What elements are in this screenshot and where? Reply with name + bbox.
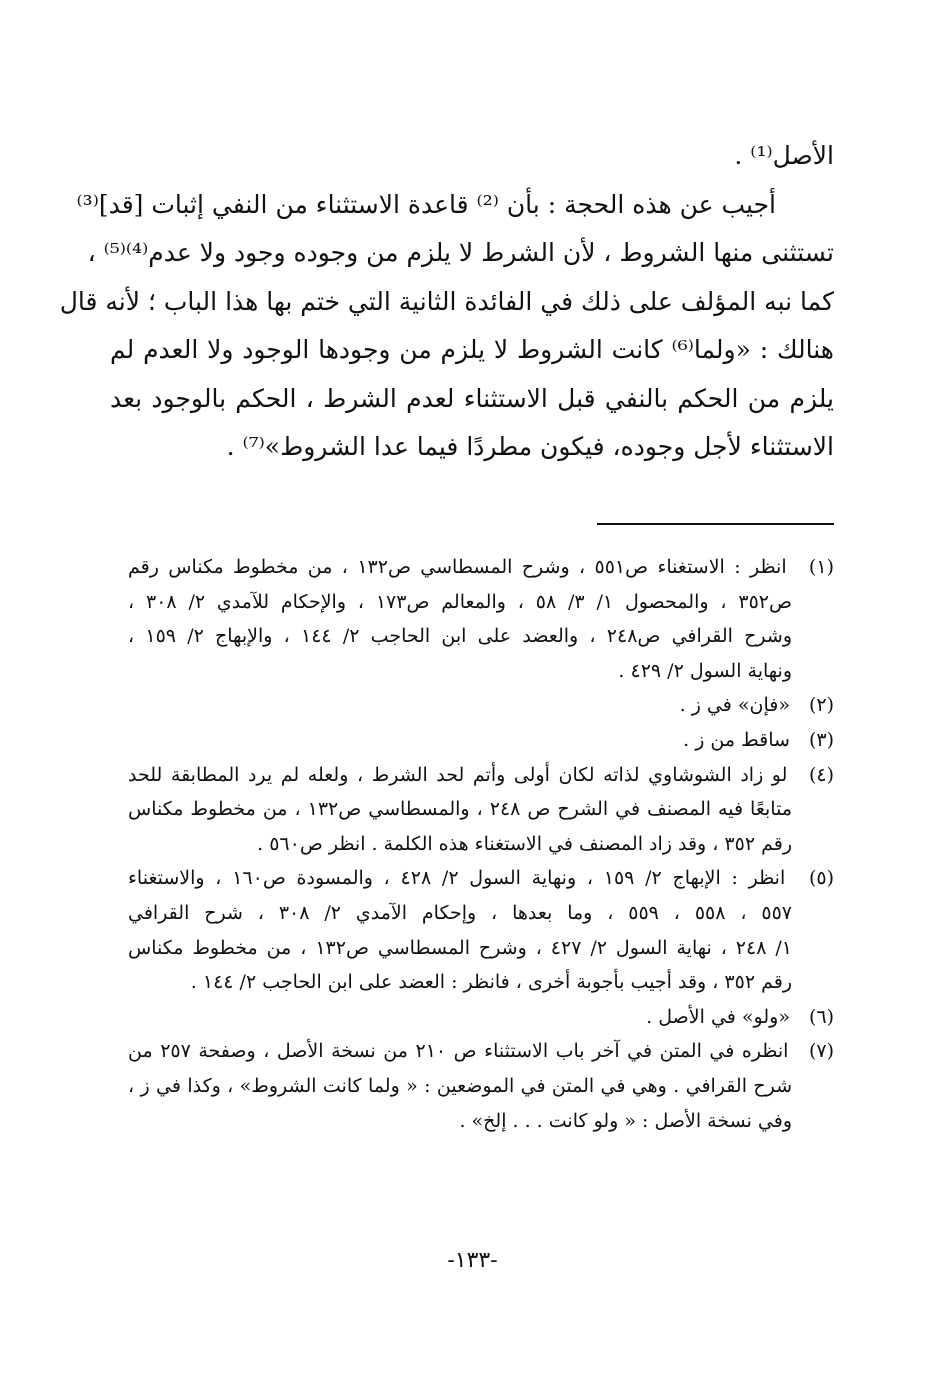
footnote-text: انظر : الاستغناء ص٥٥١ ، وشرح المسطاسي ص١٣٢ ، من مخطوط مكناس رقم	[128, 556, 787, 578]
footnote-line	[128, 1034, 834, 1069]
footnote-line: شرح القرافي . وهي في المتن في الموضعين : « ولما كانت الشروط» ، وكذا في ز ،	[128, 1074, 792, 1097]
footnote-number: (٤)	[808, 763, 834, 786]
footnote-line	[128, 723, 834, 758]
footnote-line: وفي نسخة الأصل : « ولو كانت . . . إلخ» .	[459, 1109, 792, 1132]
footnote-line: وشرح القرافي ص٢٤٨ ، والعضد على ابن الحاجب ٢/ ١٤٤ ، والإبهاج ٢/ ١٥٩ ،	[128, 625, 793, 648]
footnote-line	[128, 688, 834, 723]
footnote-line: ص٣٥٢ ، والمحصول ١/ ٣/ ٥٨ ، والمعالم ص١٧٣ ، والإحكام للآمدي ٢/ ٣٠٨ ،	[128, 590, 792, 613]
body-line: أجيب عن هذه الحجة : بأن ⁽²⁾ قاعدة الاستثناء من النفي إثبات [قد]⁽³⁾	[76, 189, 776, 219]
footnote-number: (١)	[808, 556, 834, 578]
footnote-3	[128, 723, 834, 758]
footnote-number: (٢)	[808, 694, 834, 717]
footnote-text: ساقط من ز .	[683, 728, 790, 751]
footnote-text: لو زاد الشوشاوي لذاته لكان أولى وأتم لحد الشرط ، ولعله لم يرد المطابقة للحد	[128, 763, 788, 786]
footnote-line	[128, 1000, 834, 1035]
footnote-1	[128, 550, 834, 688]
footnote-line: ١/ ٢٤٨ ، نهاية السول ٢/ ٤٢٧ ، وشرح المسطاسي ص١٣٢ ، من مخطوط مكناس	[128, 936, 792, 959]
main-text	[59, 132, 834, 472]
body-line: الاستثناء لأجل وجوده، فيكون مطردًا فيما عدا الشروط»⁽⁷⁾ .	[226, 432, 834, 461]
footnote-number: (٣)	[808, 728, 834, 751]
footnote-5	[128, 861, 834, 999]
footnote-6	[128, 1000, 834, 1035]
footnote-7	[128, 1034, 834, 1138]
footnote-line	[128, 550, 834, 585]
footnote-line: متابعًا فيه المصنف في الشرح ص ٢٤٨ ، والمسطاسي ص١٣٢ ، من مخطوط مكناس	[128, 798, 792, 821]
footnote-text: انظر : الإبهاج ٢/ ١٥٩ ، ونهاية السول ٢/ ٤٢٨ ، والمسودة ص١٦٠ ، والاستغناء	[128, 867, 786, 890]
page-number: -١٣٣-	[447, 1248, 498, 1273]
footnote-text: «فإن» في ز .	[679, 694, 790, 717]
footnote-line	[128, 861, 834, 896]
footnote-2	[128, 688, 834, 723]
footnote-separator	[597, 523, 834, 525]
footnote-number: (٥)	[808, 867, 834, 890]
body-line: يلزم من الحكم بالنفي قبل الاستثناء لعدم الشرط ، الحكم بالوجود بعد	[110, 383, 834, 413]
footnote-line: رقم ٣٥٢ ، وقد زاد المصنف في الاستغناء هذه الكلمة . انظر ص٥٦٠ .	[257, 832, 792, 855]
footnote-number: (٧)	[808, 1040, 834, 1063]
footnote-line	[128, 758, 834, 793]
footnote-line: ونهاية السول ٢/ ٤٢٩ .	[618, 659, 792, 682]
footnote-text: انظره في المتن في آخر باب الاستثناء ص ٢١٠ من نسخة الأصل ، وصفحة ٢٥٧ من	[128, 1040, 789, 1063]
footnote-number: (٦)	[808, 1005, 834, 1028]
footnotes	[128, 550, 834, 1138]
footnote-line: رقم ٣٥٢ ، وقد أجيب بأجوبة أخرى ، فانظر : العضد على ابن الحاجب ٢/ ١٤٤ .	[190, 971, 792, 994]
body-line: تستثنى منها الشروط ، لأن الشرط لا يلزم من وجوده وجود ولا عدم⁽⁴⁾⁽⁵⁾ ،	[87, 238, 834, 267]
footnote-line: ٥٥٧ ، ٥٥٨ ، ٥٥٩ ، وما بعدها ، وإحكام الآمدي ٢/ ٣٠٨ ، شرح القرافي	[128, 901, 792, 924]
body-line: كما نبه المؤلف على ذلك في الفائدة الثانية التي ختم بها هذا الباب ؛ لأنه قال	[59, 286, 834, 316]
body-line: هنالك : «ولما⁽⁶⁾ كانت الشروط لا يلزم من وجودها الوجود ولا العدم لم	[110, 335, 834, 364]
footnote-4	[128, 758, 834, 862]
footnote-text: «ولو» في الأصل .	[646, 1005, 790, 1028]
body-line: الأصل⁽¹⁾ .	[734, 141, 834, 170]
